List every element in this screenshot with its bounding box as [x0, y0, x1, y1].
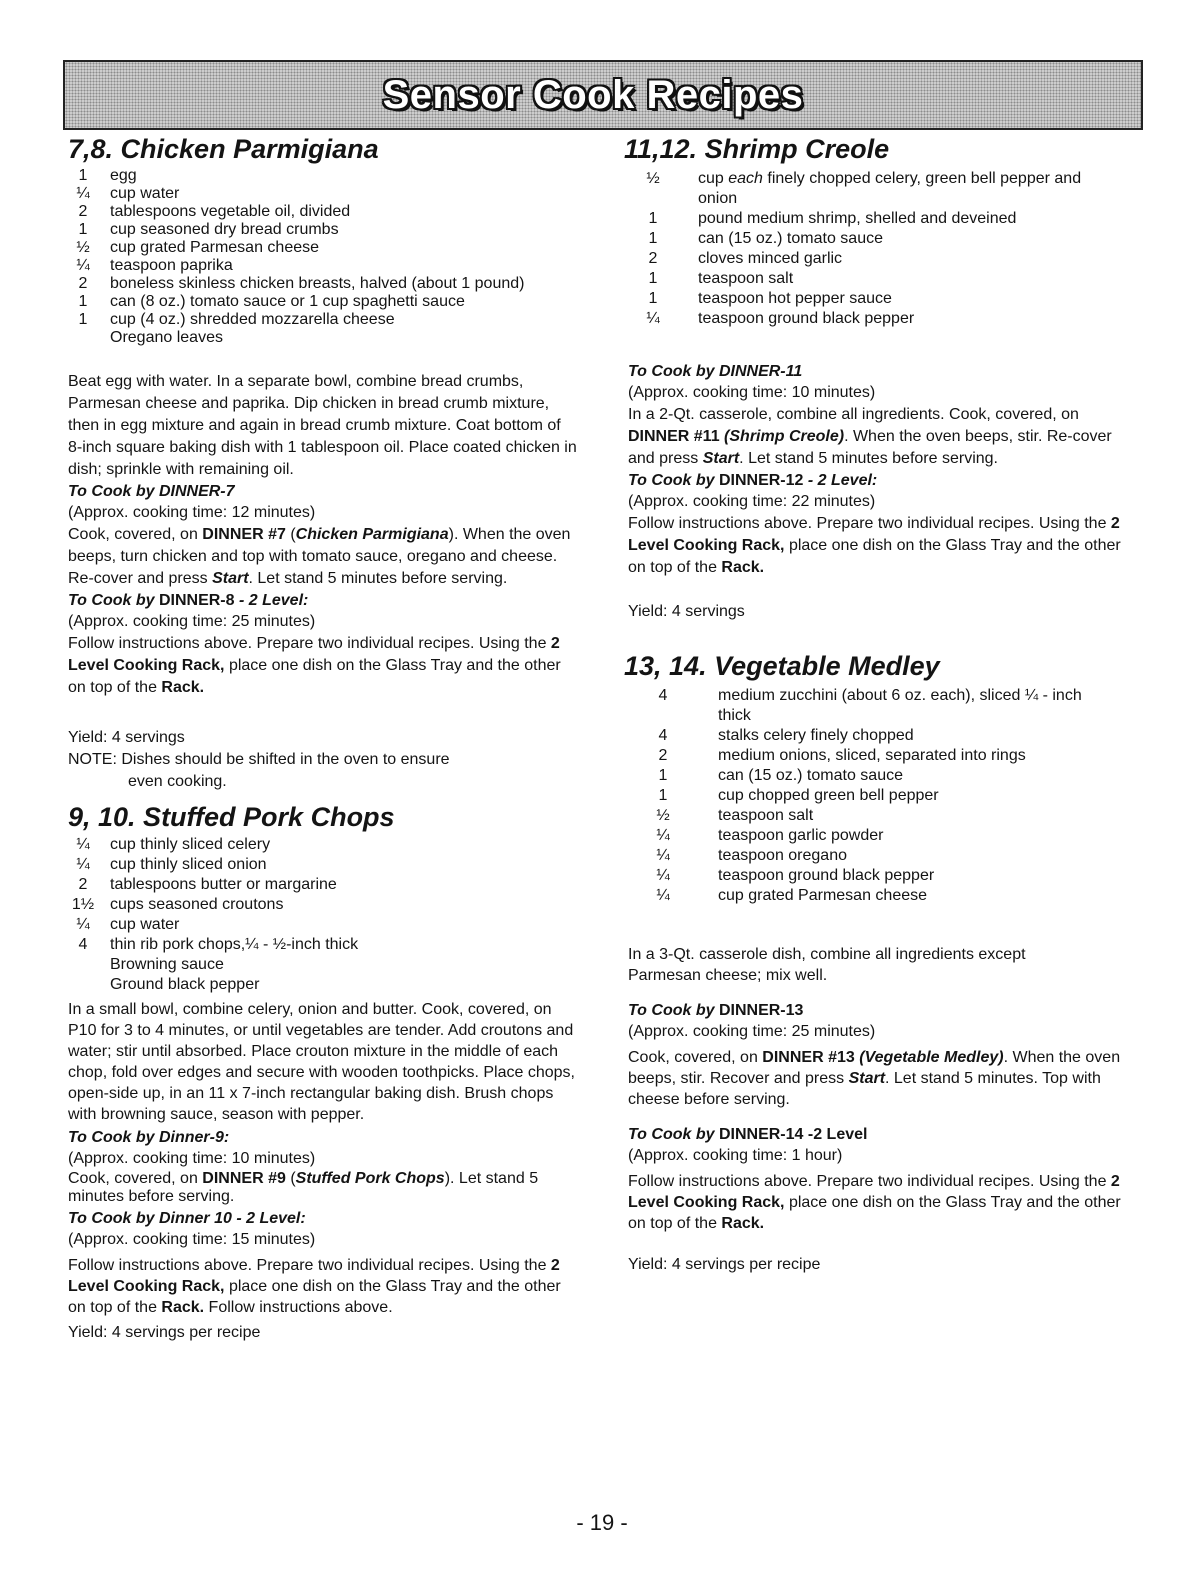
recipe-ref: (Shrimp Creole) — [724, 428, 845, 445]
text-run: Follow instructions above. Prepare two individual recipes. Using the — [628, 1173, 1111, 1190]
text-run: Cook, covered, on — [68, 526, 203, 543]
text-run: Cook, covered, on — [68, 1170, 203, 1187]
text-run: finely chopped celery, green bell pepper and onion — [698, 170, 1082, 207]
cook-heading-dinner-14 — [628, 1124, 1128, 1145]
cook-instructions-dinner-8 — [68, 633, 578, 699]
ingredient-text: teaspoon hot pepper sauce — [698, 290, 892, 307]
ingredient-qty: 4 — [78, 936, 88, 953]
start-keyword: Start — [702, 450, 740, 467]
ingredient-row — [68, 955, 578, 975]
program-label: DINNER #9 — [202, 1170, 286, 1187]
emphasis: each — [728, 170, 763, 187]
text-run: place one dish on the Glass Tray and the other on top of the — [628, 1194, 1121, 1232]
ingredient-qty: 1 — [78, 221, 88, 238]
rack-label: Rack. — [161, 1299, 205, 1316]
ingredient-text: teaspoon oregano — [718, 847, 847, 864]
cook-instructions-dinner-10 — [68, 1255, 578, 1318]
ingredient-text: cup grated Parmesan cheese — [718, 887, 928, 904]
ingredient-qty: ¼ — [76, 916, 90, 933]
ingredient-qty: ½ — [646, 170, 660, 187]
cook-time-dinner-13: (Approx. cooking time: 25 minutes) — [628, 1023, 876, 1040]
ingredient-qty: 2 — [78, 275, 88, 292]
ingredient-qty — [68, 975, 98, 995]
ingredient-text: Browning sauce — [110, 956, 224, 973]
text-run: Follow instructions above. Prepare two individual recipes. Using the — [628, 515, 1111, 532]
cook-heading-dinner-8 — [68, 590, 578, 611]
ingredient-list-pork — [68, 835, 578, 995]
text-run: ). When the oven beeps, turn chicken and top with tomato sauce, oregano and cheese. Re-cover and press — [68, 526, 571, 587]
ingredient-text: boneless skinless chicken breasts, halved (about 1 pound) — [110, 275, 525, 292]
text-run: cup — [698, 170, 729, 187]
program-label: DINNER #7 — [202, 526, 286, 543]
ingredient-qty: 1 — [78, 293, 88, 310]
page-banner — [63, 60, 1143, 130]
ingredient-qty: 1½ — [71, 896, 95, 913]
ingredient-text: stalks celery finely chopped — [718, 727, 914, 744]
ingredient-text: cup thinly sliced onion — [110, 856, 267, 873]
ingredient-text: teaspoon salt — [718, 807, 814, 824]
ingredient-text: can (8 oz.) tomato sauce or 1 cup spaghetti sauce — [110, 293, 465, 310]
ingredient-qty: ¼ — [656, 827, 670, 844]
ingredient-text: can (15 oz.) tomato sauce — [718, 767, 903, 784]
text-run: Cook, covered, on — [628, 1049, 763, 1066]
ingredient-qty — [68, 955, 98, 975]
ingredient-qty: 1 — [648, 270, 658, 287]
text-run: - 2 Level: — [234, 592, 309, 609]
ingredient-qty: ¼ — [656, 887, 670, 904]
ingredient-text: Ground black pepper — [110, 976, 260, 993]
ingredient-row — [628, 866, 1128, 886]
ingredient-qty: 1 — [78, 167, 88, 184]
ingredient-row — [628, 249, 1128, 269]
ingredient-row — [68, 293, 578, 311]
ingredient-text: cup water — [110, 916, 180, 933]
text-run: In a 2-Qt. casserole, combine all ingredients. Cook, covered, on — [628, 406, 1079, 423]
rack-label: 2 Level Cooking Rack, — [68, 1257, 560, 1295]
ingredient-qty: ¼ — [76, 185, 90, 202]
text-run: . Let stand 5 minutes. Top with cheese before serving. — [628, 1070, 1101, 1108]
ingredient-qty: 4 — [658, 727, 668, 744]
ingredient-row — [628, 686, 1128, 726]
ingredient-list-vegetable — [628, 686, 1128, 906]
text-run: ( — [285, 1170, 296, 1187]
ingredient-qty — [68, 329, 98, 347]
ingredient-row — [68, 915, 578, 935]
ingredient-qty: 2 — [658, 747, 668, 764]
cook-instructions-dinner-7 — [68, 524, 578, 590]
ingredient-text: pound medium shrimp, shelled and deveined — [698, 210, 1017, 227]
cook-time-dinner-9: (Approx. cooking time: 10 minutes) — [68, 1150, 316, 1167]
ingredient-row — [68, 311, 578, 329]
note-line: even cooking. — [128, 773, 227, 790]
ingredient-row — [68, 975, 578, 995]
ingredient-text: teaspoon ground black pepper — [698, 310, 915, 327]
ingredient-row — [628, 806, 1128, 826]
method-pork: In a small bowl, combine celery, onion and butter. Cook, covered, on P10 for 3 to 4 minutes, or until vegetables are tender. Add croutons and water; stir until absorbed. Place crouton mixture in the middle of each chop, fold over edges and secure with wooden toothpicks. Place chops, open-side up, in an 11 x 7-inch rectangular baking dish. Brush chops with browning sauce, season with pepper. — [68, 1001, 575, 1123]
ingredient-qty: ¼ — [656, 847, 670, 864]
ingredient-qty: 2 — [78, 203, 88, 220]
ingredient-text: cup grated Parmesan cheese — [110, 239, 320, 256]
ingredient-qty: 2 — [78, 876, 88, 893]
yield-vegetable: Yield: 4 servings per recipe — [628, 1256, 821, 1273]
ingredient-qty: ¼ — [76, 856, 90, 873]
ingredient-text: teaspoon paprika — [110, 257, 233, 274]
ingredient-qty: ¼ — [646, 310, 660, 327]
ingredient-row — [68, 895, 578, 915]
ingredient-row — [68, 275, 578, 293]
ingredient-row — [628, 786, 1128, 806]
ingredient-row — [628, 229, 1128, 249]
recipe-ref: Stuffed Pork Chops — [295, 1170, 445, 1187]
ingredient-text: cup chopped green bell pepper — [718, 787, 939, 804]
cook-heading-dinner-9: To Cook by Dinner-9: — [68, 1129, 230, 1146]
text-run: Follow instructions above. — [204, 1299, 393, 1316]
ingredient-text: teaspoon garlic powder — [718, 827, 884, 844]
ingredient-row — [68, 835, 578, 855]
text-run: To Cook by — [628, 1002, 719, 1019]
text-run: To Cook by — [628, 472, 719, 489]
start-keyword: Start — [848, 1070, 886, 1087]
program-label: DINNER-12 — [718, 472, 804, 489]
text-run: Follow instructions above. Prepare two individual recipes. Using the — [68, 1257, 551, 1274]
ingredient-row — [68, 935, 578, 955]
ingredient-qty: ¼ — [76, 836, 90, 853]
cook-heading-dinner-7: To Cook by DINNER-7 — [68, 483, 235, 500]
ingredient-row — [628, 886, 1128, 906]
ingredient-text: cups seasoned croutons — [110, 896, 284, 913]
cook-instructions-dinner-11 — [628, 404, 1128, 470]
ingredient-row — [68, 221, 578, 239]
ingredient-text: medium onions, sliced, separated into rings — [718, 747, 1026, 764]
text-run: place one dish on the Glass Tray and the other on top of the — [68, 1278, 561, 1316]
ingredient-row — [68, 329, 578, 347]
cook-time-dinner-10: (Approx. cooking time: 15 minutes) — [68, 1231, 316, 1248]
ingredient-qty: 1 — [658, 787, 668, 804]
cook-time-dinner-14: (Approx. cooking time: 1 hour) — [628, 1147, 843, 1164]
ingredient-qty: 1 — [78, 311, 88, 328]
ingredient-row — [68, 185, 578, 203]
ingredient-text: medium zucchini (about 6 oz. each), sliced ¼ - inch thick — [718, 687, 1082, 724]
rack-label: Rack. — [161, 679, 205, 696]
recipe-title-vegetable-medley: 13, 14. Vegetable Medley — [624, 651, 940, 681]
text-run: Follow instructions above. Prepare two individual recipes. Using the — [68, 635, 551, 652]
page-title: Sensor Cook Recipes — [382, 72, 804, 117]
ingredient-text: Oregano leaves — [110, 329, 223, 346]
page-number: - 19 - — [576, 1510, 628, 1535]
ingredient-qty: 1 — [648, 290, 658, 307]
text-run: . When the oven beeps, stir. Re-cover and press — [628, 428, 1112, 467]
rack-label: Rack. — [721, 1215, 765, 1232]
cook-time-dinner-11: (Approx. cooking time: 10 minutes) — [628, 384, 876, 401]
right-column — [624, 133, 1128, 1276]
ingredient-row — [628, 289, 1128, 309]
recipe-ref: Chicken Parmigiana — [295, 526, 449, 543]
cook-instructions-dinner-13 — [628, 1047, 1128, 1110]
ingredient-text: cup thinly sliced celery — [110, 836, 271, 853]
text-run: ). Let stand 5 minutes before serving. — [68, 1170, 539, 1205]
ingredient-qty: 1 — [648, 210, 658, 227]
ingredient-row — [628, 826, 1128, 846]
recipe-title-stuffed-pork-chops: 9, 10. Stuffed Pork Chops — [68, 802, 395, 832]
ingredient-text: cup water — [110, 185, 180, 202]
program-label: DINNER-13 — [718, 1002, 804, 1019]
program-label: DINNER-14 -2 Level — [718, 1126, 868, 1143]
ingredient-text: cloves minced garlic — [698, 250, 843, 267]
text-run: ( — [285, 526, 296, 543]
yield-shrimp: Yield: 4 servings — [628, 603, 745, 620]
ingredient-text: tablespoons vegetable oil, divided — [110, 203, 351, 220]
ingredient-row — [628, 846, 1128, 866]
note-line: NOTE: Dishes should be shifted in the oven to ensure — [68, 751, 450, 768]
cook-instructions-dinner-14 — [628, 1171, 1128, 1234]
ingredient-list-shrimp — [628, 169, 1128, 329]
ingredient-row — [628, 209, 1128, 229]
start-keyword: Start — [212, 570, 249, 587]
method-chicken: Beat egg with water. In a separate bowl, combine bread crumbs, Parmesan cheese and paprika. Dip chicken in bread crumb mixture, then in egg mixture and again in bread crumb mixture. Coat bottom of 8-inch square baking dish with 1 tablespoon oil. Place coated chicken in dish; sprinkle with remaining oil. — [68, 373, 577, 478]
ingredient-text — [678, 169, 1128, 209]
ingredient-qty: 4 — [658, 687, 668, 704]
ingredient-text: thin rib pork chops,¼ - ½-inch thick — [110, 936, 359, 953]
ingredient-qty: ½ — [76, 239, 90, 256]
ingredient-text: cup seasoned dry bread crumbs — [110, 221, 339, 238]
ingredient-text: tablespoons butter or margarine — [110, 876, 337, 893]
ingredient-row — [68, 167, 578, 185]
cook-heading-dinner-13 — [628, 1000, 1128, 1021]
text-run: - 2 Level: — [803, 472, 878, 489]
ingredient-text: egg — [110, 167, 137, 184]
ingredient-list-chicken — [68, 167, 578, 347]
ingredient-text: teaspoon salt — [698, 270, 794, 287]
cook-instructions-dinner-9 — [68, 1170, 578, 1206]
ingredient-qty: 1 — [648, 230, 658, 247]
ingredient-text: teaspoon ground black pepper — [718, 867, 935, 884]
text-run: . Let stand 5 minutes before serving. — [739, 450, 998, 467]
text-run: To Cook by — [628, 1126, 719, 1143]
ingredient-row — [628, 169, 1128, 209]
ingredient-qty: 1 — [658, 767, 668, 784]
text-run: . When the oven beeps, stir. Recover and press — [628, 1049, 1121, 1087]
ingredient-qty: ¼ — [656, 867, 670, 884]
ingredient-row — [628, 746, 1128, 766]
cook-time-dinner-12: (Approx. cooking time: 22 minutes) — [628, 493, 876, 510]
ingredient-qty: ¼ — [76, 257, 90, 274]
ingredient-row — [628, 309, 1128, 329]
ingredient-row — [628, 766, 1128, 786]
ingredient-row — [68, 855, 578, 875]
ingredient-row — [68, 875, 578, 895]
yield-chicken: Yield: 4 servings — [68, 729, 185, 746]
recipe-ref: (Vegetable Medley) — [859, 1049, 1004, 1066]
ingredient-qty: ½ — [656, 807, 670, 824]
ingredient-row — [628, 726, 1128, 746]
left-column — [68, 133, 578, 1344]
yield-pork: Yield: 4 servings per recipe — [68, 1324, 261, 1341]
text-run: To Cook by — [68, 592, 159, 609]
cook-instructions-dinner-12 — [628, 513, 1128, 579]
ingredient-row — [68, 257, 578, 275]
ingredient-row — [68, 203, 578, 221]
program-label: DINNER-8 — [158, 592, 235, 609]
cook-heading-dinner-12 — [628, 470, 1128, 491]
ingredient-text: can (15 oz.) tomato sauce — [698, 230, 883, 247]
text-run: . Let stand 5 minutes before serving. — [248, 570, 508, 587]
rack-label: 2 Level Cooking Rack, — [68, 635, 560, 674]
recipe-title-chicken-parmigiana: 7,8. Chicken Parmigiana — [68, 134, 379, 164]
cook-heading-dinner-11: To Cook by DINNER-11 — [628, 363, 803, 380]
text-run: place one dish on the Glass Tray and the other on top of the — [628, 537, 1121, 576]
recipe-title-shrimp-creole: 11,12. Shrimp Creole — [624, 134, 890, 164]
rack-label: 2 Level Cooking Rack, — [628, 515, 1120, 554]
rack-label: Rack. — [721, 559, 765, 576]
ingredient-text: cup (4 oz.) shredded mozzarella cheese — [110, 311, 395, 328]
cook-time-dinner-8: (Approx. cooking time: 25 minutes) — [68, 613, 316, 630]
ingredient-row — [68, 239, 578, 257]
rack-label: 2 Level Cooking Rack, — [628, 1173, 1120, 1211]
ingredient-row — [628, 269, 1128, 289]
program-label: DINNER #11 — [628, 428, 720, 445]
program-label: DINNER #13 — [762, 1049, 855, 1066]
ingredient-qty: 2 — [648, 250, 658, 267]
method-vegetable: In a 3-Qt. casserole dish, combine all ingredients except Parmesan cheese; mix well. — [628, 946, 1026, 984]
text-run: place one dish on the Glass Tray and the other on top of the — [68, 657, 561, 696]
cook-time-dinner-7: (Approx. cooking time: 12 minutes) — [68, 504, 316, 521]
cook-heading-dinner-10: To Cook by Dinner 10 - 2 Level: — [68, 1210, 306, 1227]
